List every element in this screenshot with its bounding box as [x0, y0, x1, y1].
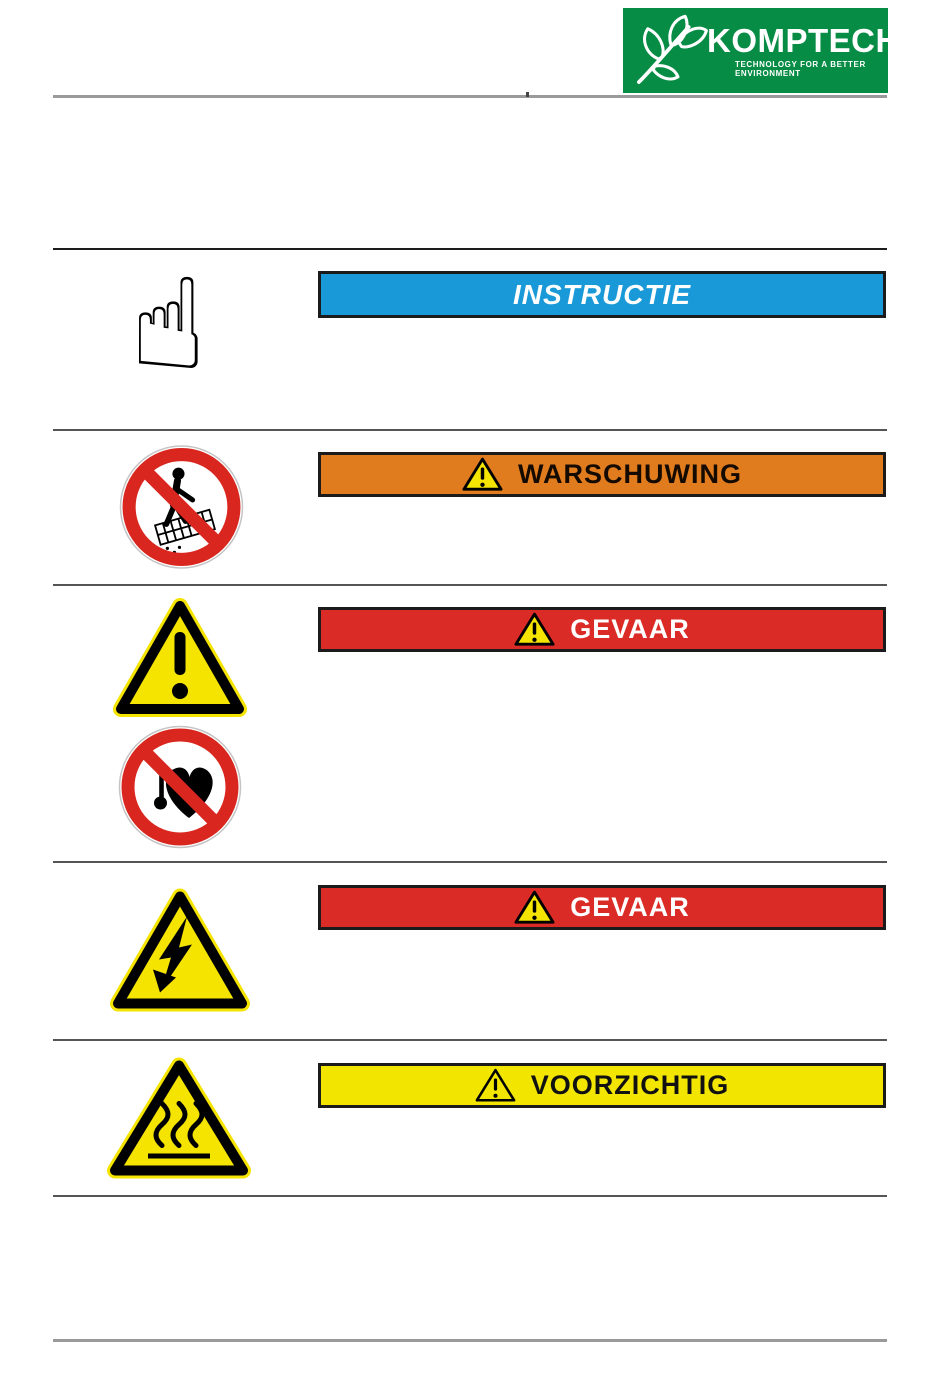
header-rule [53, 95, 887, 98]
no-pacemaker-icon [118, 724, 242, 850]
pointing-hand-icon: ☝ [130, 251, 207, 398]
gevaar-banner-2-label: GEVAAR [570, 892, 690, 922]
electrical-hazard-icon [109, 886, 251, 1013]
warning-triangle-icon [514, 889, 555, 926]
general-warning-icon [112, 596, 248, 718]
logo-wordmark: KOMPTECH [707, 21, 900, 59]
gevaar-banner-1-label: GEVAAR [570, 614, 690, 644]
instructie-banner [318, 271, 886, 318]
komptech-logo [623, 8, 900, 93]
section-separator-5 [53, 1039, 887, 1041]
voorzichtig-banner [318, 1063, 886, 1108]
section-separator-6 [53, 1195, 887, 1197]
gevaar-banner-1 [318, 607, 886, 652]
warschuwing-banner [318, 452, 886, 497]
logo-tagline: TECHNOLOGY FOR A BETTER ENVIRONMENT [735, 59, 866, 78]
header-center-tick [526, 92, 529, 97]
gevaar-banner-2 [318, 885, 886, 930]
section-separator-4 [53, 861, 887, 863]
voorzichtig-banner-label: VOORZICHTIG [530, 1070, 730, 1100]
leaf-branch-icon [627, 11, 713, 91]
no-stepping-on-conveyor-icon [119, 443, 244, 571]
section-separator-3 [53, 584, 887, 586]
section-separator-1 [53, 248, 887, 250]
section-separator-2 [53, 429, 887, 431]
warning-triangle-icon [462, 456, 503, 493]
instructie-banner-label: INSTRUCTIE [513, 278, 691, 310]
footer-rule [53, 1339, 887, 1342]
warning-triangle-icon [514, 611, 555, 648]
hot-surface-icon [106, 1055, 252, 1180]
warschuwing-banner-label: WARSCHUWING [518, 459, 742, 489]
warning-triangle-outline-icon [475, 1067, 516, 1104]
